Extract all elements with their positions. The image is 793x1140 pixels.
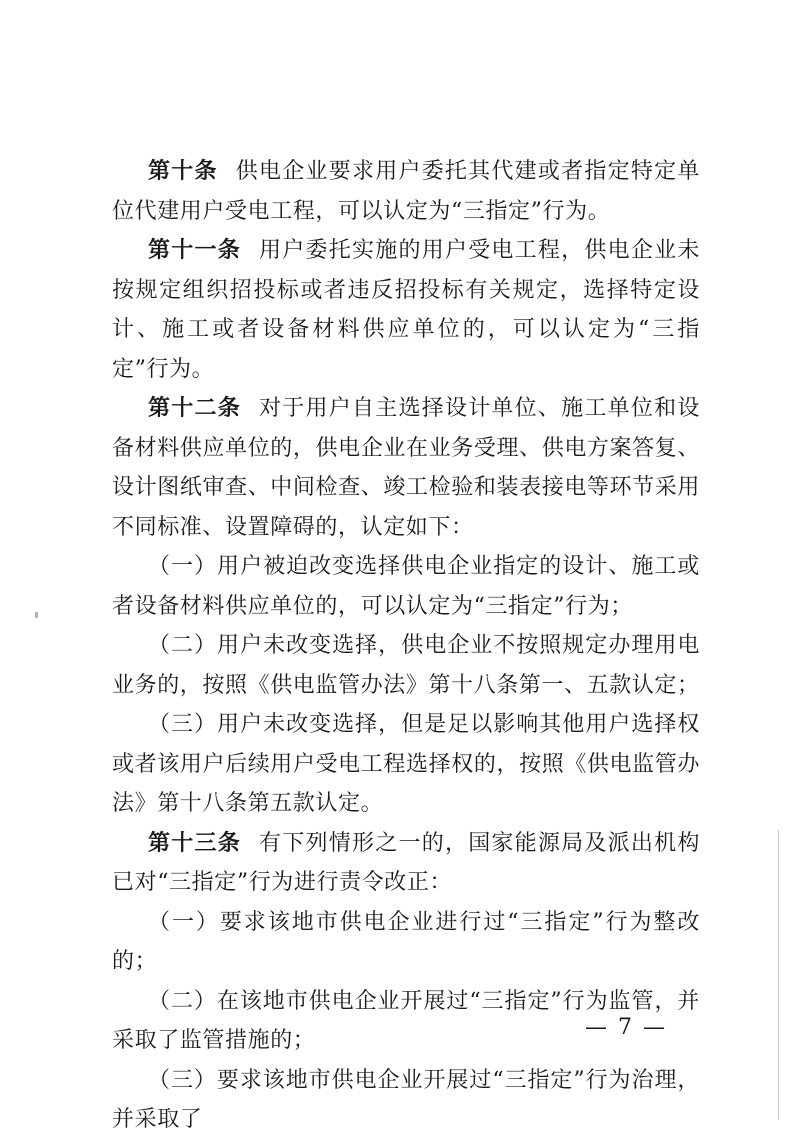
article-number: 第十三条 bbox=[148, 829, 241, 856]
item-text: （一）用户被迫改变选择供电企业指定的设计、施工或者设备材料供应单位的，可以认定为“三指定”行为； bbox=[112, 554, 700, 619]
article-text: 供电企业要求用户委托其代建或者指定特定单位代建用户受电工程，可以认定为“三指定”行为。 bbox=[112, 159, 700, 224]
article-text: 有下列情形之一的，国家能源局及派出机构已对“三指定”行为进行责令改正： bbox=[112, 830, 700, 895]
article-text: 对于用户自主选择设计单位、施工单位和设备材料供应单位的，供电企业在业务受理、供电方案答复、设计图纸审查、中间检查、竣工检验和装表接电等环节采用不同标准、设置障碍的，认定如下： bbox=[112, 396, 700, 540]
page-number: — 7 — bbox=[585, 1015, 667, 1040]
article-12-item-3 bbox=[112, 705, 700, 824]
document-body bbox=[112, 152, 700, 1140]
article-number: 第十二条 bbox=[148, 395, 241, 421]
article-12-item-2 bbox=[112, 626, 700, 705]
article-12 bbox=[112, 389, 700, 547]
item-text: （三）用户未改变选择，但是足以影响其他用户选择权或者该用户后续用户受电工程选择权的，按照《供电监管办法》第十八条第五款认定。 bbox=[112, 712, 700, 816]
item-text: （一）要求该地市供电企业进行过“三指定”行为整改的； bbox=[112, 909, 700, 974]
article-number: 第十一条 bbox=[148, 237, 241, 263]
scan-edge-line bbox=[778, 830, 779, 1120]
article-13-item-3 bbox=[112, 1061, 700, 1140]
scan-speck bbox=[35, 612, 38, 618]
item-text: （二）在该地市供电企业开展过“三指定”行为监管，并采取了监管措施的； bbox=[112, 988, 700, 1053]
item-text: （二）用户未改变选择，供电企业不按照规定办理用电业务的，按照《供电监管办法》第十八条第一、五款认定； bbox=[112, 633, 700, 698]
article-number: 第十条 bbox=[148, 158, 218, 184]
article-12-item-1 bbox=[112, 547, 700, 626]
item-text: （三）要求该地市供电企业开展过“三指定”行为治理，并采取了 bbox=[112, 1067, 700, 1132]
article-13-item-1 bbox=[112, 903, 700, 982]
article-11 bbox=[112, 231, 700, 389]
article-13 bbox=[112, 824, 700, 903]
article-text: 用户委托实施的用户受电工程，供电企业未按规定组织招投标或者违反招投标有关规定，选择特定设计、施工或者设备材料供应单位的，可以认定为“三指定”行为。 bbox=[112, 238, 700, 382]
article-10 bbox=[112, 152, 700, 231]
